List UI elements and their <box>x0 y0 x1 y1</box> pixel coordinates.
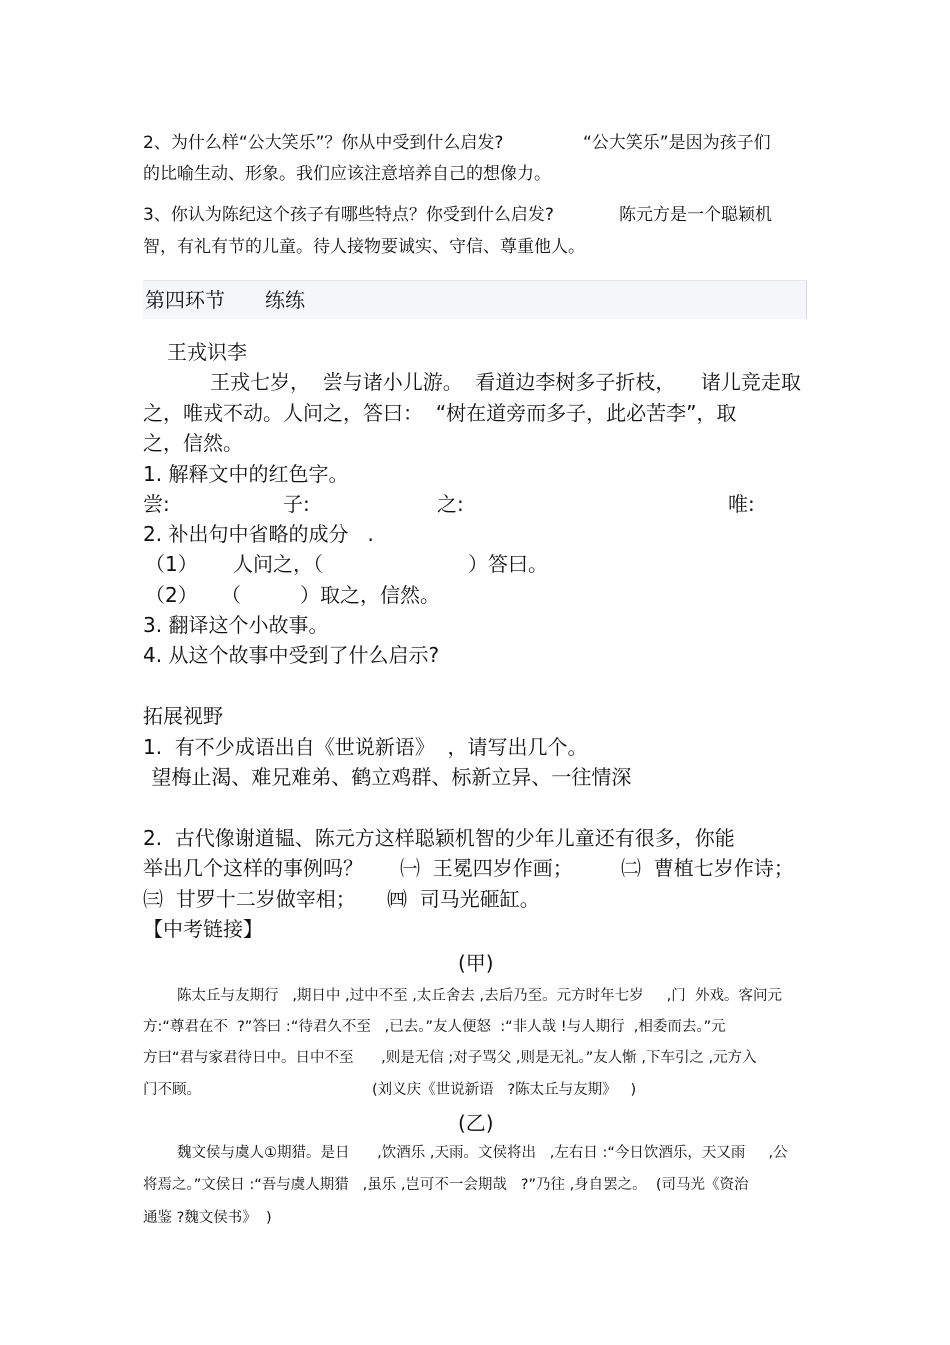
exercise-4: 4. 从这个故事中受到了什么启示? <box>143 643 440 667</box>
passage-yi-line-2: 将焉之。”文侯日 :“吾与虞人期猎 ,虽乐 ,岂可不一会期哉 ?”乃往 ,身自罢之。 (司马光《资治 <box>143 1177 749 1193</box>
section-subtitle: 练练 <box>265 288 305 312</box>
passage-jia-line-1: 陈太丘与友期行 ,期日中 ,过中不至 ,太丘舍去 ,去后乃至。元方时年七岁 ,门 外戏。客问元 <box>177 988 782 1004</box>
example-cao-zhi: ㈡ 曹植七岁作诗； <box>621 856 794 880</box>
story-line-1: 王戎七岁， 尝与诸小儿游。 看道边李树多子折枝， 诸儿竞走取 <box>210 370 801 394</box>
passage-yi-line-3: 通鉴 ?魏文侯书》 ) <box>143 1210 272 1226</box>
exercise-2-item-2-text: （ <box>221 583 241 607</box>
question-3-answer-start: 陈元方是一个聪颖机 <box>619 205 772 225</box>
word-chang: 尝: <box>143 492 170 516</box>
question-3-line-1: 3、你认为陈纪这个孩子有哪些特点？你受到什么启发? <box>143 205 554 225</box>
exercise-3: 3. 翻译这个小故事。 <box>143 613 329 637</box>
section-title: 第四环节 <box>145 288 225 312</box>
example-sima-guang: ㈣ 司马光砸缸。 <box>387 887 540 911</box>
exercise-2-item-1-number: （1） <box>145 552 198 576</box>
passage-jia-line-3: 方曰“君与家君待日中。日中不至 ,则是无信 ;对子骂父 ,则是无礼。”友人惭 ,下车引之 ,元方入 <box>143 1050 757 1066</box>
exercise-2-item-2-end: ）取之，信然。 <box>300 583 440 607</box>
section-header-band <box>143 280 807 319</box>
exercise-2-item-1-text: 人问之，（ <box>233 552 323 576</box>
extension-item-1: 1. 有不少成语出自《世说新语》 ，请写出几个。 <box>143 735 588 759</box>
extension-item-2-line-1: 2. 古代像谢道韫、陈元方这样聪颖机智的少年儿童还有很多，你能 <box>143 826 735 850</box>
passage-jia-line-2: 方:“尊君在不 ?”答曰 :“待君久不至 ,已去。”友人便怒 :“非人哉 !与人期行 ,相委而去。”元 <box>143 1019 726 1035</box>
word-zhi: 之: <box>437 492 464 516</box>
question-2-answer-start: “公大笑乐”是因为孩子们 <box>583 133 771 153</box>
example-wang-mian: ㈠ 王冕四岁作画； <box>400 856 573 880</box>
exercise-2-item-2-number: （2） <box>145 583 198 607</box>
passage-yi-heading: (乙) <box>458 1111 494 1135</box>
exercise-2-item-1-end: ）答曰。 <box>468 552 548 576</box>
word-wei: 唯: <box>728 492 755 516</box>
exercise-1: 1. 解释文中的红色字。 <box>143 462 349 486</box>
passage-jia-line-4: 门不顾。 <box>143 1082 201 1098</box>
question-3-line-2: 智，有礼有节的儿童。待人接物要诚实、守信、尊重他人。 <box>143 237 585 257</box>
extension-item-2-line-2: 举出几个这样的事例吗？ <box>143 856 363 880</box>
exam-link-title: 【中考链接】 <box>143 917 263 941</box>
word-zi: 子: <box>283 492 310 516</box>
exercise-2: 2. 补出句中省略的成分 . <box>143 522 374 546</box>
extension-item-1-answer: 望梅止渴、难兄难弟、鹤立鸡群、标新立异、一往情深 <box>145 765 632 789</box>
passage-yi-line-1: 魏文侯与虞人①期猎。是日 ,饮酒乐 ,天雨。文侯将出 ,左右日 :“今日饮酒乐，天又雨 ,公 <box>177 1145 788 1161</box>
example-gan-luo: ㈢ 甘罗十二岁做宰相； <box>143 887 356 911</box>
story-title: 王戎识李 <box>167 340 247 364</box>
story-line-2: 之，唯戎不动。人问之，答曰： “树在道旁而多子，此必苦李”，取 <box>143 401 737 425</box>
passage-jia-heading: (甲) <box>458 951 494 975</box>
passage-jia-source: (刘义庆《世说新语 ?陈太丘与友期》 ) <box>372 1082 637 1098</box>
question-2-line-2: 的比喻生动、形象。我们应该注意培养自己的想像力。 <box>143 164 551 184</box>
question-2-line-1: 2、为什么样“公大笑乐”？你从中受到什么启发? <box>143 133 504 153</box>
story-line-3: 之，信然。 <box>143 431 243 455</box>
extension-title: 拓展视野 <box>143 704 223 728</box>
